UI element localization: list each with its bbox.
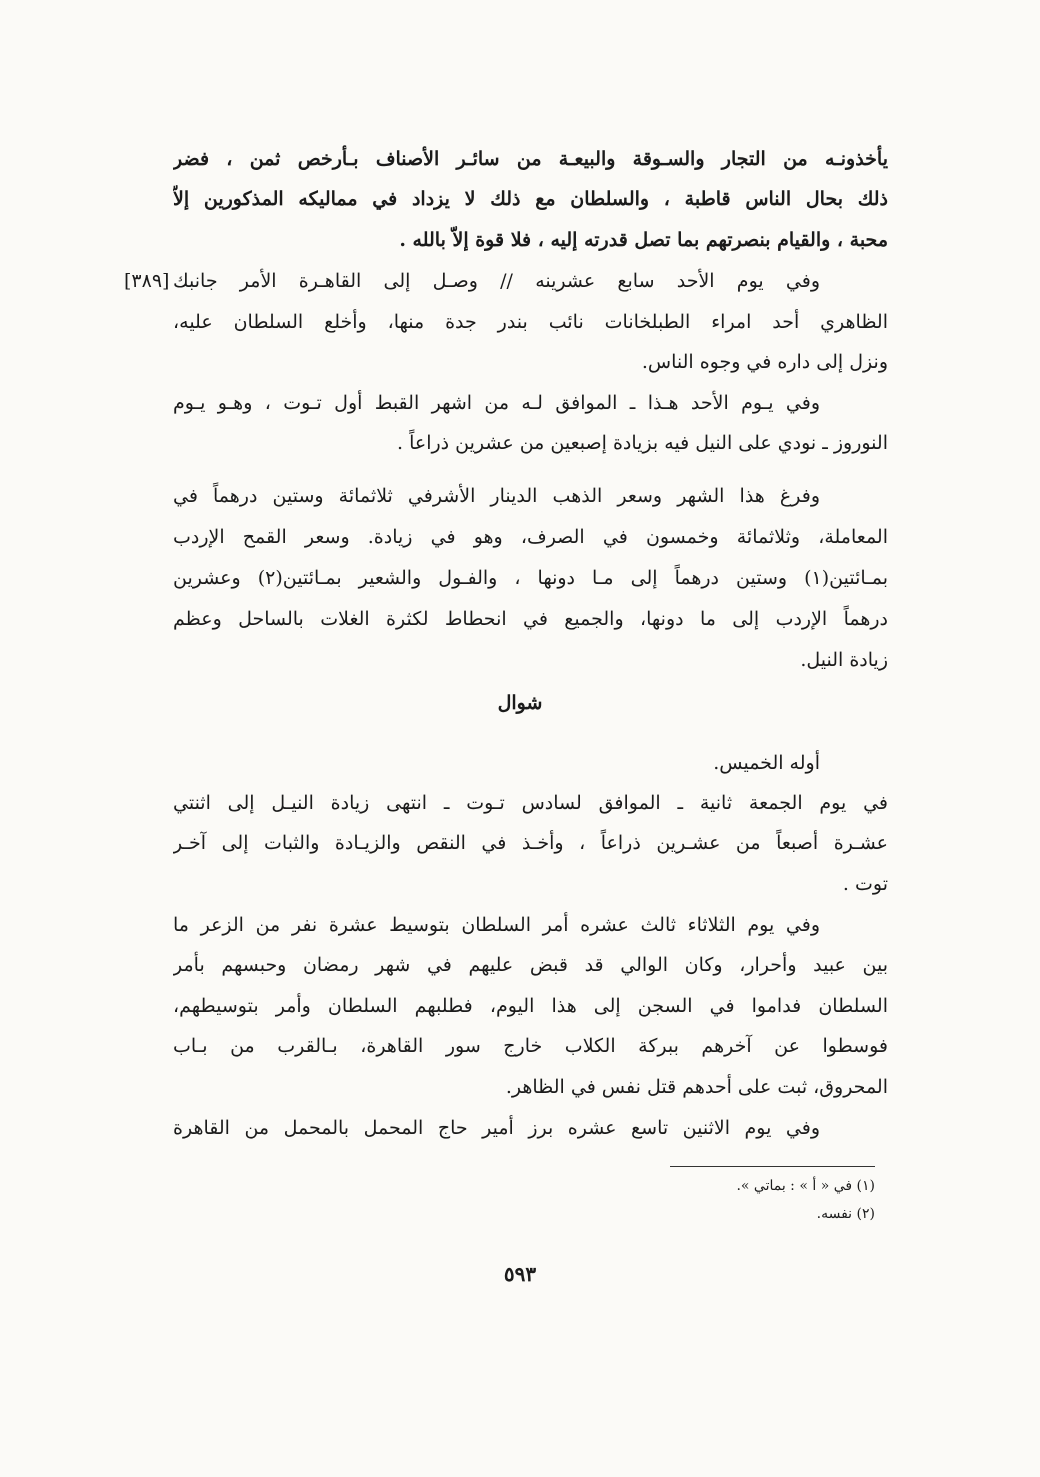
footnote: (١) في « أ » : بماتي ».	[736, 1178, 875, 1194]
text-line: وفرغ هذا الشهر وسعر الذهب الدينار الأشرفي ثلاثمائة وستين درهماً في	[173, 485, 820, 507]
text-line: السلطان فداموا في السجن إلى هذا اليوم، فطلبهم السلطان وأمر بتوسيطهم،	[173, 995, 888, 1017]
text-line: محبة ، والقيام بنصرتهم بما تصل قدرته إليه ، فلا قوة إلاّ بالله .	[399, 229, 888, 251]
text-line: توت .	[842, 873, 888, 895]
footnote-divider	[670, 1166, 875, 1167]
text-line: في يوم الجمعة ثانية ـ الموافق لسادس تـوت ـ انتهى زيادة النيـل إلى اثنتي	[173, 792, 888, 814]
text-line: درهماً الإردب إلى ما دونها، والجميع في انحطاط لكثرة الغلات بالساحل وعظم	[173, 608, 888, 630]
text-line: زيادة النيل.	[800, 649, 888, 671]
section-heading: شوال	[497, 692, 543, 714]
text-line: يأخذونـه من التجار والسـوقة والبيعـة من سائـر الأصناف بـأرخص ثمن ، فضر	[173, 148, 888, 170]
text-line: ذلك بحال الناس قاطبة ، والسلطان مع ذلك لا يزداد في مماليكه المذكورين إلاّ	[173, 188, 888, 210]
text-line: فوسطوا عن آخرهم ببركة الكلاب خارج سور القاهرة، بـالقرب من بـاب	[173, 1035, 888, 1057]
text-line: بمـائتين(١) وستين درهماً إلى مـا دونها ، والفـول والشعير بمـائتين(٢) وعشرين	[173, 567, 888, 589]
text-line: المعاملة، وثلاثمائة وخمسون في الصرف، وهو في زيادة. وسعر القمح الإردب	[173, 526, 888, 548]
page-number: ٥٩٣	[503, 1262, 537, 1286]
text-line: المحروق، ثبت على أحدهم قتل نفس في الظاهر.	[505, 1076, 888, 1098]
margin-page-reference: [٣٨٩]	[124, 270, 170, 292]
text-line: وفي يوم الأحد سابع عشرينه // وصـل إلى القاهـرة الأمر جانبك	[173, 270, 820, 292]
text-line: أوله الخميس.	[713, 752, 820, 774]
text-line: عشـرة أصبعاً من عشـرين ذراعاً ، وأخـذ في النقص والزيـادة والثبات إلى آخـر	[173, 832, 888, 854]
footnote: (٢) نفسه.	[816, 1206, 875, 1222]
text-line: النوروز ـ نودي على النيل فيه بزيادة إصبعين من عشرين ذراعاً .	[397, 432, 888, 454]
text-line: بين عبيد وأحرار، وكان الوالي قد قبض عليهم في شهر رمضان وحبسهم بأمر	[173, 954, 888, 976]
text-line: الظاهري أحد امراء الطبلخانات نائب بندر جدة منها، وأخلع السلطان عليه،	[173, 311, 888, 333]
text-line: وفي يوم الثلاثاء ثالث عشره أمر السلطان بتوسيط عشرة نفر من الزعر ما	[173, 914, 820, 936]
text-line: ونزل إلى داره في وجوه الناس.	[641, 351, 888, 373]
text-line: وفي يـوم الأحد هـذا ـ الموافق لـه من اشهر القبط أول تـوت ، وهـو يـوم	[173, 392, 820, 414]
text-line: وفي يوم الاثنين تاسع عشره برز أمير حاج المحمل بالمحمل من القاهرة	[173, 1117, 820, 1139]
